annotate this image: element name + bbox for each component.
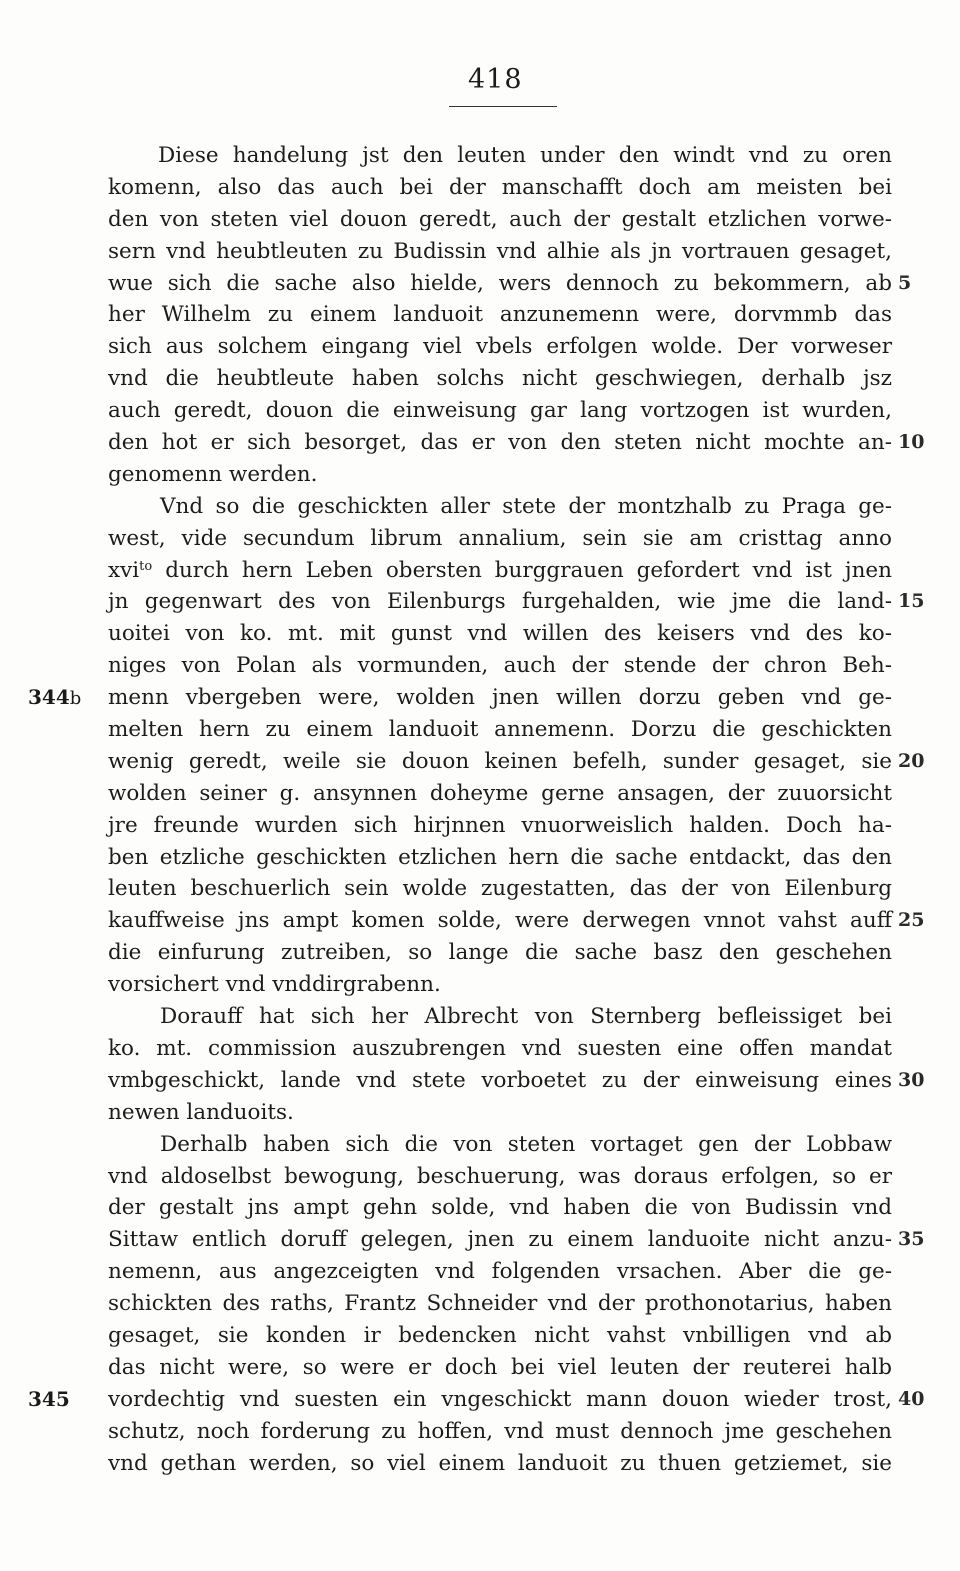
text-line: kauffweise jns ampt komen solde, were derwegen vnnot vahst auff [108, 908, 892, 934]
text-line: Dorauff hat sich her Albrecht von Sternberg befleissiget bei [160, 1004, 892, 1030]
line-number: 30 [898, 1068, 925, 1091]
text-line-wrap [28, 1384, 925, 1416]
page-number-rule [449, 106, 557, 107]
text-line-wrap [108, 586, 925, 618]
body-text [28, 140, 925, 1479]
text-line: vnd gethan werden, so viel einem landuoit zu thuen getziemet, sie [108, 1450, 892, 1476]
text-line: vnd aldoselbst bewogung, beschuerung, was doraus erfolgen, so er [108, 1163, 892, 1189]
text-line-wrap [108, 1065, 925, 1097]
text-line: vorsichert vnd vnddirgrabenn. [108, 972, 441, 998]
text-line: den von steten viel douon geredt, auch der gestalt etzlichen vorwe- [108, 206, 892, 232]
text-line-wrap [28, 682, 892, 714]
text-line: vnd die heubtleute haben solchs nicht geschwiegen, derhalb jsz [108, 366, 892, 392]
text-line: schickten des raths, Frantz Schneider vnd der prothonotarius, haben [108, 1291, 892, 1317]
text-line-wrap [108, 746, 925, 778]
text-line: wue sich die sache also hielde, wers dennoch zu bekommern, ab [108, 270, 892, 296]
text-line: den hot er sich besorget, das er von den steten nicht mochte an- [108, 430, 892, 456]
folio-marker-number: 344 [28, 685, 70, 710]
text-line: wenig geredt, weile sie douon keinen befelh, sunder gesaget, sie [108, 748, 892, 774]
folio-marker [28, 1384, 70, 1417]
text-line: schutz, noch forderung zu hoffen, vnd must dennoch jme geschehen [108, 1418, 892, 1444]
text-line-wrap [108, 1224, 925, 1256]
text-line: leuten beschuerlich sein wolde zugestatten, das der von Eilenburg [108, 876, 892, 902]
text-line: ben etzliche geschickten etzlichen hern die sache entdackt, das den [108, 844, 892, 870]
line-number: 25 [898, 909, 925, 932]
text-line: wolden seiner g. ansynnen doheyme gerne ansagen, der zuuorsicht [108, 780, 892, 806]
line-number: 15 [898, 590, 925, 613]
text-line: vordechtig vnd suesten ein vngeschickt mann douon wieder trost, [108, 1386, 892, 1412]
text-line: der gestalt jns ampt gehn solde, vnd haben die von Budissin vnd [108, 1195, 892, 1221]
anno-numeral: xvi [108, 557, 140, 583]
text-line: her Wilhelm zu einem landuoit anzunemenn were, dorvmmb das [108, 302, 892, 328]
text-line: komenn, also das auch bei der manschafft doch am meisten bei [108, 174, 892, 200]
text-line: jn gegenwart des von Eilenburgs furgehalden, wie jme die land- [108, 589, 892, 615]
folio-marker [28, 682, 81, 715]
text-line: uoitei von ko. mt. mit gunst vnd willen des keisers vnd des ko- [108, 621, 892, 647]
line-number: 35 [898, 1228, 925, 1251]
text-line: sern vnd heubtleuten zu Budissin vnd alhie als jn vortrauen gesaget, [108, 238, 892, 264]
text-line: auch geredt, douon die einweisung gar lang vortzogen ist wurden, [108, 398, 892, 424]
text-line: ko. mt. commission auszubrengen vnd suesten eine offen mandat [108, 1035, 892, 1061]
text-line: menn vbergeben were, wolden jnen willen dorzu geben vnd ge- [108, 685, 892, 711]
text-line: jre freunde wurden sich hirjnnen vnuorweislich halden. Doch ha- [108, 812, 892, 838]
text-line: melten hern zu einem landuoit annemenn. Dorzu die geschickten [108, 717, 892, 743]
text-line-wrap [108, 268, 912, 300]
text-line: newen landuoits. [108, 1099, 294, 1125]
folio-marker-number: 345 [28, 1386, 70, 1411]
text-line-wrap [108, 555, 892, 587]
text-line: durch hern Leben obersten burggrauen gefordert vnd ist jnen [165, 557, 892, 583]
text-line: west, vide secundum librum annalium, sein sie am cristtag anno [108, 525, 892, 551]
line-number: 40 [898, 1387, 925, 1410]
line-number: 5 [898, 271, 912, 294]
text-line: niges von Polan als vormunden, auch der stende der chron Beh- [108, 653, 892, 679]
text-line: vmbgeschickt, lande vnd stete vorboetet zu der einweisung eines [108, 1067, 892, 1093]
text-line: gesaget, sie konden ir bedencken nicht vahst vnbilligen vnd ab [108, 1322, 892, 1348]
line-number: 20 [898, 749, 925, 772]
text-line: Diese handelung jst den leuten under den windt vnd zu oren [158, 143, 892, 168]
text-line: Vnd so die geschickten aller stete der montzhalb zu Praga ge- [160, 493, 892, 519]
text-line: das nicht were, so were er doch bei viel leuten der reuterei halb [108, 1354, 892, 1380]
text-line-wrap [108, 427, 925, 459]
text-line-wrap [108, 905, 925, 937]
folio-marker-suffix: b [69, 688, 82, 710]
text-line: Derhalb haben sich die von steten vortaget gen der Lobbaw [160, 1131, 892, 1157]
text-line: genomenn werden. [108, 461, 318, 487]
page-number: 418 [468, 64, 523, 95]
text-line: sich aus solchem eingang viel vbels erfolgen wolde. Der vorweser [108, 334, 892, 360]
text-line: die einfurung zutreiben, so lange die sache basz den geschehen [108, 940, 892, 966]
line-number: 10 [898, 431, 925, 454]
anno-superscript: to [139, 558, 153, 574]
text-line: nemenn, aus angezceigten vnd folgenden vrsachen. Aber die ge- [108, 1259, 892, 1285]
text-line: Sittaw entlich doruff gelegen, jnen zu einem landuoite nicht anzu- [108, 1227, 892, 1253]
